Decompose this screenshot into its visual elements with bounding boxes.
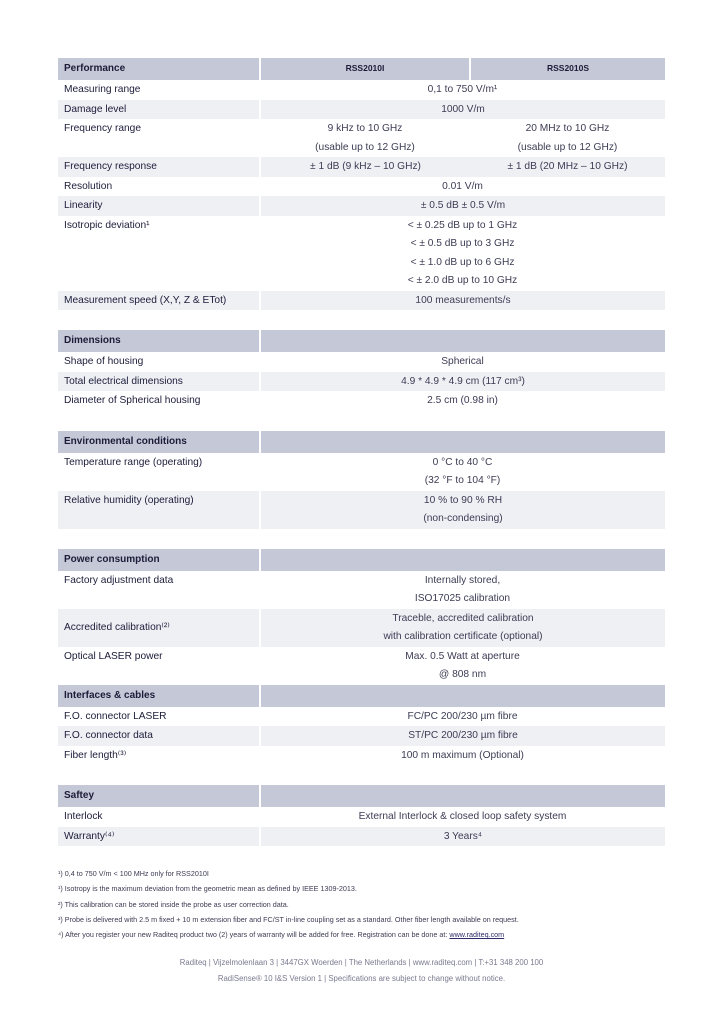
section-header-dimensions: [58, 330, 665, 352]
row-value: 100 m maximum (Optional): [401, 749, 524, 761]
section-header-performance: [58, 58, 665, 80]
footnote: [58, 927, 665, 942]
footnotes: [58, 866, 665, 942]
table-row: [58, 372, 665, 392]
value-line: Traceble, accredited calibration: [392, 612, 534, 624]
table-row: [58, 177, 665, 197]
table-row: [58, 157, 665, 177]
table-row: [58, 391, 665, 411]
row-value: 100 measurements/s: [260, 291, 665, 311]
table-row: [58, 119, 665, 157]
table-row: [58, 80, 665, 100]
row-label: F.O. connector data: [58, 726, 260, 746]
row-label: F.O. connector LASER: [64, 710, 167, 722]
row-label: Damage level: [58, 100, 260, 120]
value-line: Internally stored,: [424, 574, 501, 586]
row-value: ST/PC 200/230 µm fibre: [260, 726, 665, 746]
address-line: Raditeq | Vijzelmolenlaan 3 | 3447GX Woerden | The Netherlands | www.raditeq.com | T:+31 348 200 100: [179, 958, 544, 967]
row-label: Warranty⁽⁴⁾: [58, 827, 260, 847]
row-label: Accredited calibration⁽²⁾: [58, 609, 260, 647]
row-value: 2.5 cm (0.98 in): [427, 395, 498, 406]
table-row: [58, 291, 665, 311]
footnote: ³) Probe is delivered with 2.5 m fixed + 10 m extension fiber and FC/ST in-line coupling set as a standard. Other fiber length available on request.: [58, 914, 519, 924]
row-value: 0,1 to 750 V/m¹: [427, 84, 498, 95]
table-row: [58, 726, 665, 746]
table-row: [58, 352, 665, 372]
row-label: Total electrical dimensions: [58, 372, 260, 392]
row-value: [260, 453, 665, 491]
row-value: ± 0.5 dB ± 0.5 V/m: [260, 196, 665, 216]
row-label: Frequency response: [58, 157, 260, 177]
row-value-rss2010i: [260, 119, 470, 157]
table-row: [58, 746, 665, 766]
value-line: 0 °C to 40 °C: [432, 456, 493, 468]
section-title: Dimensions: [58, 330, 260, 352]
row-label: Factory adjustment data: [64, 574, 174, 586]
registration-link[interactable]: www.raditeq.com: [449, 930, 505, 940]
value-line: (32 °F to 104 °F): [424, 475, 501, 486]
section-title: Saftey: [58, 785, 260, 807]
section-header-environmental: [58, 431, 665, 453]
table-row: [58, 571, 665, 609]
footnote-text: ⁴) After you register your new Raditeq product two (2) years of warranty will be added for free. Registration can be done at:: [58, 930, 450, 940]
value-line: ISO17025 calibration: [414, 593, 511, 604]
row-value: Spherical: [441, 356, 484, 367]
row-label: Optical LASER power: [64, 650, 163, 662]
table-row: [58, 491, 665, 529]
row-value: [260, 647, 665, 685]
spec-sheet: [58, 58, 665, 846]
row-value: [260, 216, 665, 291]
value-line: 20 MHz to 10 GHz: [525, 123, 610, 134]
row-value: FC/PC 200/230 µm fibre: [407, 710, 518, 722]
page-footer: [58, 955, 665, 986]
row-label: Temperature range (operating): [64, 456, 203, 468]
section-header-interfaces: [58, 685, 665, 707]
row-value: [260, 609, 665, 647]
spec-table: [58, 58, 665, 846]
value-line: Max. 0.5 Watt at aperture: [405, 650, 520, 662]
value-line: 9 kHz to 10 GHz: [327, 123, 403, 134]
value-line: 10 % to 90 % RH: [423, 494, 503, 506]
table-row: [58, 609, 665, 647]
row-label: Isotropic deviation¹: [64, 219, 150, 231]
value-line: with calibration certificate (optional): [383, 631, 543, 642]
row-value: 4.9 * 4.9 * 4.9 cm (117 cm³): [260, 372, 665, 392]
row-label: Fiber length⁽³⁾: [64, 749, 127, 761]
section-title: Performance: [58, 58, 260, 80]
row-label: Measurement speed (X,Y, Z & ETot): [58, 291, 260, 311]
table-row: [58, 707, 665, 727]
section-title: Power consumption: [58, 549, 260, 571]
table-row: [58, 807, 665, 827]
row-value: 1000 V/m: [260, 100, 665, 120]
value-line: < ± 0.5 dB up to 3 GHz: [410, 238, 515, 249]
table-row: [58, 647, 665, 685]
value-line: (usable up to 12 GHz): [517, 141, 618, 153]
row-label: Resolution: [64, 180, 113, 192]
row-value-rss2010i: ± 1 dB (9 kHz – 10 GHz): [260, 157, 470, 177]
row-value: 3 Years⁴: [260, 827, 665, 847]
value-line: < ± 2.0 dB up to 10 GHz: [407, 275, 518, 286]
footnote: ¹) Isotropy is the maximum deviation from the geometric mean as defined by IEEE 1309-2013.: [58, 884, 357, 894]
row-label: Interlock: [64, 811, 103, 822]
row-label: Relative humidity (operating): [58, 491, 260, 529]
section-header-safety: [58, 785, 665, 807]
table-row: [58, 453, 665, 491]
row-label: Frequency range: [64, 123, 142, 134]
row-label: Measuring range: [64, 84, 141, 95]
row-value-rss2010s: ± 1 dB (20 MHz – 10 GHz): [470, 157, 665, 177]
section-header-power: [58, 549, 665, 571]
table-row: [58, 827, 665, 847]
row-value: External Interlock & closed loop safety system: [358, 811, 567, 822]
value-line: < ± 1.0 dB up to 6 GHz: [410, 256, 515, 268]
version-line: RadiSense® 10 I&S Version 1 | Specifications are subject to change without notice.: [217, 973, 506, 983]
value-line: @ 808 nm: [438, 669, 487, 680]
table-row: [58, 100, 665, 120]
row-label: Diameter of Spherical housing: [64, 395, 201, 406]
value-line: (non-condensing): [423, 513, 503, 524]
row-value: 0.01 V/m: [442, 180, 483, 192]
value-line: (usable up to 12 GHz): [315, 141, 415, 153]
table-row: [58, 216, 665, 291]
column-header-rss2010i: RSS2010I: [260, 58, 470, 80]
table-row: [58, 196, 665, 216]
row-value: [260, 491, 665, 529]
footnote: ²) This calibration can be stored inside the probe as user correction data.: [58, 899, 289, 909]
footnote: ¹) 0,4 to 750 V/m < 100 MHz only for RSS2010I: [58, 869, 209, 878]
row-value: [260, 571, 665, 609]
value-line: < ± 0.25 dB up to 1 GHz: [407, 219, 518, 231]
section-title: Environmental conditions: [58, 431, 260, 453]
row-value-rss2010s: [470, 119, 665, 157]
section-title: Interfaces & cables: [58, 685, 260, 707]
row-label: Linearity: [58, 196, 260, 216]
row-label: Shape of housing: [64, 356, 144, 367]
column-header-rss2010s: RSS2010S: [470, 58, 665, 80]
